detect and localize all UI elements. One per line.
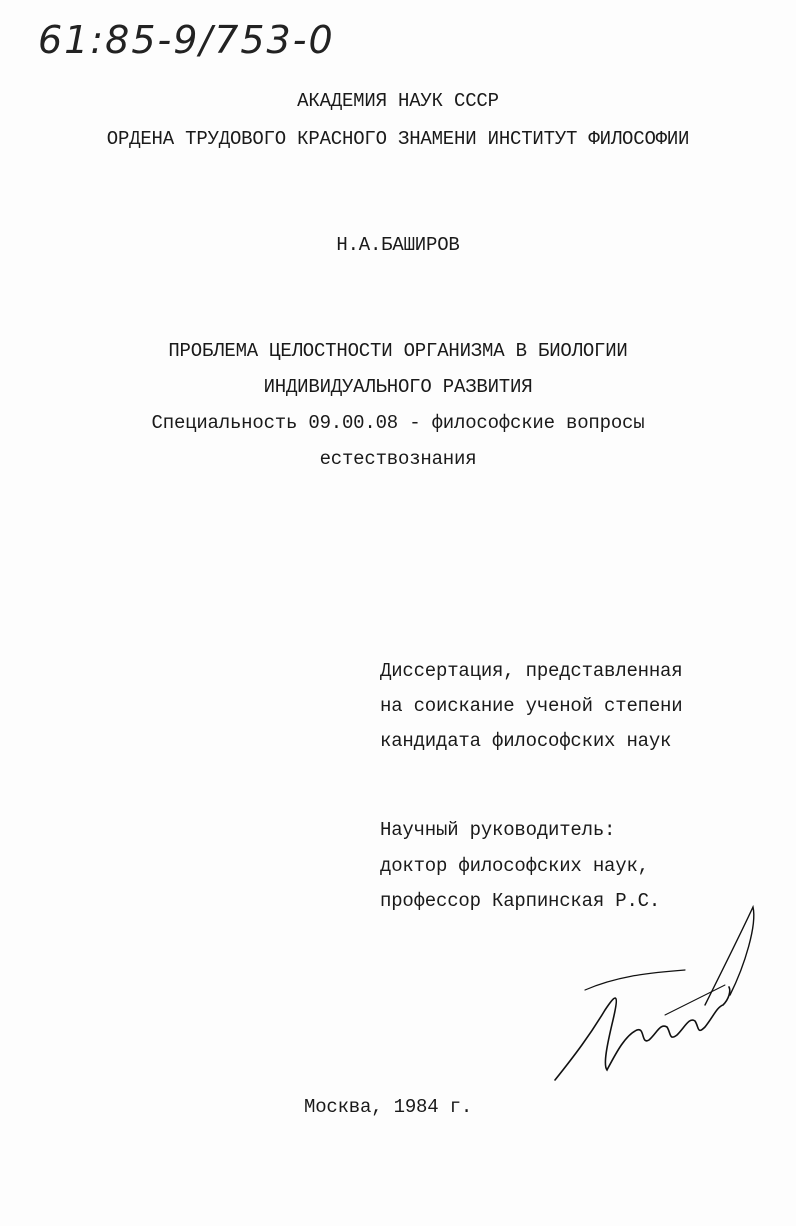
dissertation-line-2: на соискание ученой степени: [380, 695, 683, 717]
dissertation-line-3: кандидата философских наук: [380, 730, 672, 752]
title-line-1: ПРОБЛЕМА ЦЕЛОСТНОСТИ ОРГАНИЗМА В БИОЛОГИИ: [168, 340, 628, 362]
signature-icon: [545, 895, 765, 1105]
author-name: Н.А.БАШИРОВ: [336, 234, 460, 256]
supervisor-label: Научный руководитель:: [380, 819, 616, 841]
specialty-line-1: Специальность 09.00.08 - философские вопросы: [151, 412, 645, 434]
institution-line-1: АКАДЕМИЯ НАУК СССР: [297, 90, 499, 112]
title-line-2: ИНДИВИДУАЛЬНОГО РАЗВИТИЯ: [263, 376, 533, 398]
supervisor-name: профессор Карпинская Р.С.: [380, 890, 661, 912]
institution-line-2: ОРДЕНА ТРУДОВОГО КРАСНОГО ЗНАМЕНИ ИНСТИТУТ ФИЛОСОФИИ: [106, 128, 690, 150]
supervisor-degree: доктор философских наук,: [380, 855, 649, 877]
handwritten-catalog-number: 61:85-9/753-0: [38, 18, 335, 62]
dissertation-line-1: Диссертация, представленная: [380, 660, 683, 682]
place-and-year: Москва, 1984 г.: [304, 1096, 473, 1118]
specialty-line-2: естествознания: [319, 448, 477, 470]
